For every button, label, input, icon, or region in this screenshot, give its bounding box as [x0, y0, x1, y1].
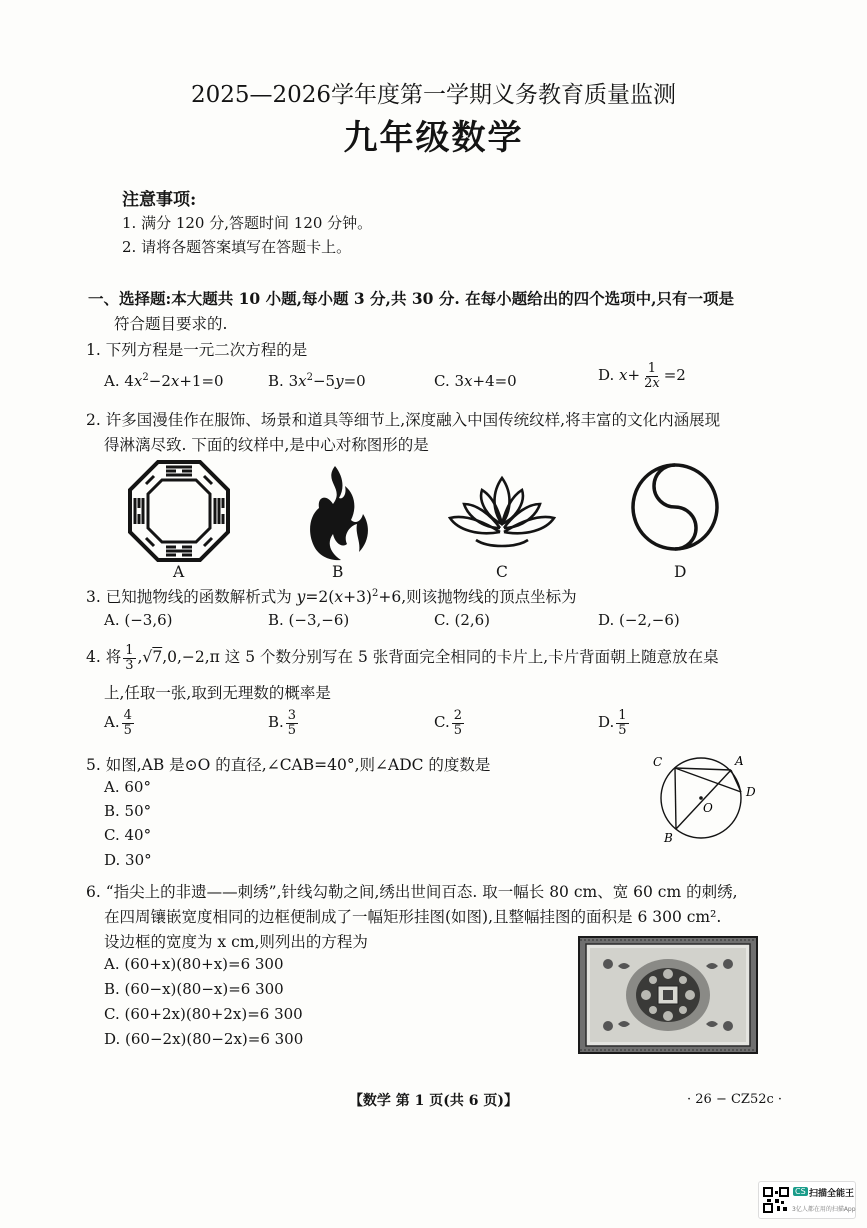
q1-option-a: A. $4x^2-2x+1=0$ — [104, 372, 224, 390]
pattern-c-lotus — [448, 474, 556, 550]
q6-option-c: C. (60+2x)(80+2x)=6 300 — [104, 1005, 303, 1023]
q1-option-d-label: D. — [598, 366, 615, 385]
q6-option-a: A. (60+x)(80+x)=6 300 — [104, 955, 284, 973]
q4-option-d-denominator: 5 — [618, 722, 627, 738]
q1-option-c: C. 3x+4=0 — [434, 372, 517, 390]
notice-heading: 注意事项: — [122, 190, 197, 210]
scanner-watermark — [758, 1181, 856, 1219]
q4-option-a-numerator: 4 — [123, 708, 132, 723]
notice-item-1: 1. 满分 120 分,答题时间 120 分钟。 — [122, 214, 373, 232]
page-footer: 【数学 第 1 页(共 6 页)】 — [348, 1093, 519, 1109]
q4-option-b-numerator: 3 — [287, 708, 297, 723]
q5-option-b: B. 50° — [104, 802, 152, 820]
q2-label-d: D — [674, 563, 687, 581]
q6-option-b: B. (60−x)(80−x)=6 300 — [104, 980, 284, 998]
section-heading-line2: 符合题目要求的. — [114, 315, 228, 333]
q1-option-b: B. $3x^2-5y=0$ — [268, 372, 366, 390]
q3-option-b: B. (−3,−6) — [268, 611, 350, 629]
exam-subject: 九年级数学 — [343, 118, 524, 158]
q6-embroidery-picture — [578, 936, 758, 1054]
q2-label-b: B — [332, 563, 344, 581]
q3-option-c: C. (2,6) — [434, 611, 491, 629]
q5-point-b: B — [664, 831, 673, 845]
q6-option-d: D. (60−2x)(80−2x)=6 300 — [104, 1030, 304, 1048]
q4-stem-prefix: 4. 将 — [86, 648, 122, 667]
q5-circle-figure — [648, 752, 766, 848]
pattern-d-taiji — [630, 462, 720, 552]
q6-stem-line1: 6. “指尖上的非遗——刺绣”,针线勾勒之间,绣出世间百态. 取一幅长 80 cm、宽 60 cm 的刺绣, — [86, 883, 738, 901]
q3-option-a: A. (−3,6) — [104, 611, 173, 629]
q5-point-o: O — [703, 801, 713, 815]
q2-stem-line2: 得淋漓尽致. 下面的纹样中,是中心对称图形的是 — [104, 436, 429, 454]
q4-option-c-numerator: 2 — [453, 708, 462, 723]
scanner-tagline: 3亿人都在用的扫描App — [792, 1206, 856, 1213]
q2-label-a: A — [173, 563, 185, 581]
q4-option-a — [104, 709, 136, 737]
notice-item-2: 2. 请将各题答案填写在答题卡上。 — [122, 238, 352, 256]
q5-option-a: A. 60° — [104, 778, 151, 796]
q4-option-a-denominator: 5 — [123, 722, 132, 738]
q4-option-d-letter: D. — [598, 713, 615, 732]
q4-option-c-denominator: 5 — [453, 722, 462, 738]
q3-option-d: D. (−2,−6) — [598, 611, 680, 629]
q4-option-b — [268, 709, 300, 737]
q2-stem-line1: 2. 许多国漫佳作在服饰、场景和道具等细节上,深度融入中国传统纹样,将丰富的文化内涵展现 — [86, 411, 721, 429]
q4-option-c — [434, 709, 466, 737]
q1-stem: 1. 下列方程是一元二次方程的是 — [86, 341, 308, 359]
qr-code-icon — [763, 1187, 789, 1213]
scanner-app-name: 扫描全能王 — [809, 1189, 855, 1199]
q3-stem-prefix: 3. 已知抛物线的函数解析式为 — [86, 588, 292, 606]
paper-code: · 26 − CZ52c · — [687, 1092, 783, 1107]
q6-stem-line3: 设边框的宽度为 x cm,则列出的方程为 — [104, 933, 368, 951]
q4-stem-line1: 4. 将 $\frac{1}{3}$ ,√7,0,−2,π 这 5 个数分别写在 5 张背面完全相同的卡片上,卡片背面朝上随意放在桌 — [86, 643, 719, 673]
q4-option-b-denominator: 5 — [287, 722, 297, 738]
q3-stem: 3. 已知抛物线的函数解析式为 $y=2(x+3)^2+6$,则该抛物线的顶点坐标为 — [86, 587, 577, 606]
q5-stem: 5. 如图,AB 是⊙O 的直径,∠CAB=40°,则∠ADC 的度数是 — [86, 756, 491, 774]
q1-option-b-label: B. — [268, 372, 284, 390]
exam-title: 2025—2026学年度第一学期义务教育质量监测 — [190, 82, 677, 108]
q4-stem-line2: 上,任取一张,取到无理数的概率是 — [104, 684, 331, 702]
q4-stem-suffix: 这 5 个数分别写在 5 张背面完全相同的卡片上,卡片背面朝上随意放在桌 — [224, 648, 719, 667]
scanner-badge: CS — [795, 1187, 806, 1196]
q6-stem-line2: 在四周镶嵌宽度相同的边框便制成了一幅矩形挂图(如图),且整幅挂图的面积是 6 300 cm². — [104, 908, 722, 926]
q1-option-d: D. x+ $\frac{1}{2x}$ =2 — [598, 361, 686, 391]
q4-option-b-letter: B. — [268, 713, 284, 732]
q2-label-c: C — [496, 563, 508, 581]
q5-point-d: D — [746, 785, 756, 799]
q5-point-a: A — [735, 754, 744, 768]
pattern-b-flame — [305, 464, 371, 562]
q4-option-c-letter: C. — [434, 713, 450, 732]
q5-option-c: C. 40° — [104, 826, 152, 844]
section-heading-line1: 一、选择题:本大题共 10 小题,每小题 3 分,共 30 分. 在每小题给出的四个选项中,只有一项是 — [88, 289, 735, 308]
q4-option-d — [598, 709, 631, 737]
q5-option-d: D. 30° — [104, 851, 152, 869]
q3-stem-suffix: ,则该抛物线的顶点坐标为 — [401, 588, 577, 606]
q1-option-a-label: A. — [104, 372, 120, 390]
pattern-a-bagua — [128, 460, 230, 562]
q1-option-c-label: C. — [434, 372, 450, 390]
q4-option-d-numerator: 1 — [618, 708, 627, 723]
q5-point-c: C — [653, 755, 663, 769]
q4-option-a-letter: A. — [104, 713, 120, 732]
